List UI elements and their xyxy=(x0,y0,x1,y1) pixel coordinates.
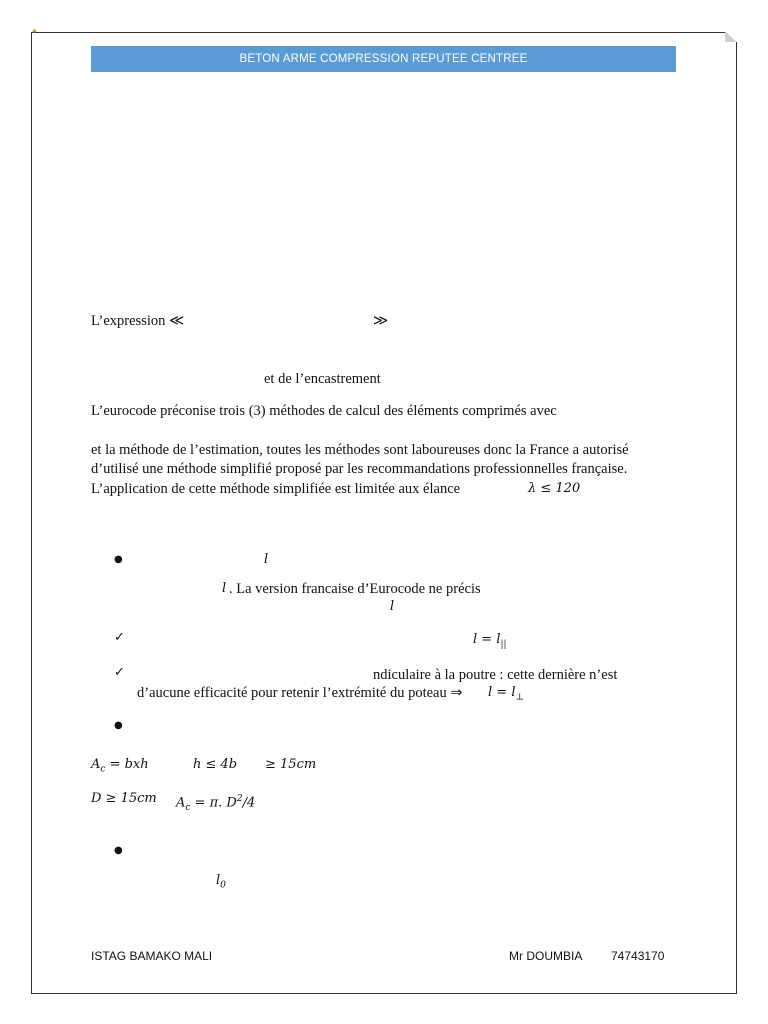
length-symbol-1: l xyxy=(264,552,269,567)
rect-min-dimension: ≥ 15cm xyxy=(265,757,317,772)
buckling-length-symbol: $l_0$ xyxy=(216,873,226,891)
expression-end: ≫ xyxy=(373,313,389,329)
paragraph-line-3: L’application de cette méthode simplifiée est limitée aux élance xyxy=(91,481,461,497)
footer-institution: ISTAG BAMAKO MALI xyxy=(91,949,213,963)
length-perpendicular: $l = l_\perp$ xyxy=(488,685,524,703)
circ-area-formula: $A_c = \pi$. $D^2/4$ xyxy=(176,794,256,813)
footer-author: Mr DOUMBIA xyxy=(509,949,583,963)
length-symbol-2: l xyxy=(222,581,227,596)
encastrement-text: et de l’encastrement xyxy=(264,371,381,387)
rect-area-formula: $A_c$ = bxh xyxy=(91,757,149,775)
eurocode-text: L’eurocode préconise trois (3) méthodes de calcul des éléments comprimés avec xyxy=(91,403,557,419)
bullet-2: ● xyxy=(114,720,123,731)
check-icon-1: ✓ xyxy=(114,630,125,645)
check2-line-2: d’aucune efficacité pour retenir l’extrémité du poteau ⇒ xyxy=(137,685,463,701)
bullet-3: ● xyxy=(114,845,123,856)
check2-line-1: ndiculaire à la poutre : cette dernière n’est xyxy=(373,667,618,683)
page-border xyxy=(31,32,737,994)
paragraph-line-2: d’utilisé une méthode simplifié proposé par les recommandations professionnelles française. xyxy=(91,461,628,477)
anchor-icon: ✦ xyxy=(31,27,38,36)
bullet-1: ● xyxy=(114,554,123,565)
rect-height-condition: h ≤ 4b xyxy=(193,757,238,772)
header-title: BETON ARME COMPRESSION REPUTEE CENTREE xyxy=(239,53,528,65)
paragraph-line-1: et la méthode de l’estimation, toutes les méthodes sont laboureuses donc la France a autorisé xyxy=(91,442,629,458)
page-corner-fold xyxy=(725,32,737,42)
check-icon-2: ✓ xyxy=(114,665,125,680)
footer-phone: 74743170 xyxy=(611,949,665,963)
slenderness-condition: λ ≤ 120 xyxy=(528,481,581,496)
expression-start: L’expression ≪ xyxy=(91,313,185,329)
circ-diameter-condition: D ≥ 15cm xyxy=(91,791,157,806)
version-text: . La version francaise d’Eurocode ne précis xyxy=(229,581,481,597)
length-symbol-3: l xyxy=(390,599,395,614)
header-banner xyxy=(91,46,676,72)
length-parallel: $l = l_{||}$ xyxy=(473,632,507,650)
